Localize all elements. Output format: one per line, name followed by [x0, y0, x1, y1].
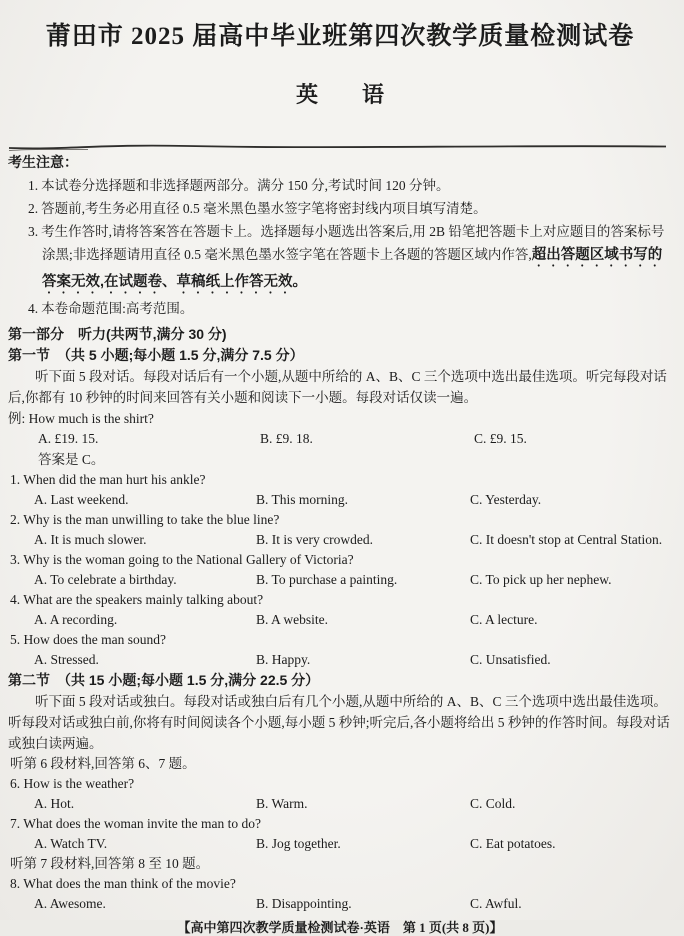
material-7-line: 听第 7 段材料,回答第 8 至 10 题。 [10, 856, 210, 871]
question-3 [8, 550, 672, 590]
option-c: C. Unsatisfied. [470, 652, 551, 667]
option-b: B. This morning. [256, 492, 349, 507]
option-c: C. It doesn't stop at Central Station. [470, 532, 663, 547]
item-text: 本试卷分选择题和非选择题两部分。满分 150 分,考试时间 120 分钟。 [41, 178, 450, 193]
example-options [8, 429, 672, 449]
notice-item-4 [8, 297, 672, 320]
question-2 [8, 510, 672, 550]
example-option-a: A. £19. 15. [38, 431, 99, 446]
question-text: 2. Why is the man unwilling to take the blue line? [10, 512, 280, 527]
section2-heading: 第二节 （共 15 小题;每小题 1.5 分,满分 22.5 分） [8, 672, 320, 688]
option-c: C. Eat potatoes. [470, 836, 556, 851]
option-c: C. To pick up her nephew. [470, 572, 612, 587]
option-a: A. Stressed. [34, 652, 99, 667]
question-options [8, 834, 672, 854]
listening-section-2 [8, 670, 672, 914]
page-footer: 【高中第四次教学质量检测试卷·英语 第 1 页(共 8 页)】 [177, 920, 503, 935]
question-options [8, 894, 672, 914]
question-text: 8. What does the man think of the movie? [10, 876, 236, 891]
notice-heading: 考生注意： [8, 154, 78, 170]
candidate-notice [8, 151, 672, 320]
question-text: 6. How is the weather? [10, 776, 135, 791]
part1-heading: 第一部分 听力(共两节,满分 30 分) [8, 326, 227, 342]
item-text: 本卷命题范围:高考范围。 [41, 301, 194, 316]
question-text: 4. What are the speakers mainly talking about? [10, 592, 264, 607]
question-options [8, 490, 672, 510]
option-b: B. A website. [256, 612, 329, 627]
item-number: 2. [28, 201, 39, 216]
listening-section-1 [8, 345, 672, 670]
example-answer: 答案是 C。 [38, 452, 105, 467]
question-6 [8, 774, 672, 814]
option-a: A. It is much slower. [34, 532, 147, 547]
notice-item-2 [8, 197, 672, 220]
subject-title: 英 语 [295, 82, 384, 107]
item-text: 考生作答时,请将答案答在答题卡上。选择题每小题选出答案后,用 2B 铅笔把答题卡上对应题目的答案标号涂黑;非选择题请用直径 0.5 毫米黑色墨水签字笔在答题卡上各题的答题区域内作答, [41, 224, 665, 262]
option-b: B. Warm. [256, 796, 308, 811]
option-b: B. Jog together. [256, 836, 341, 851]
example-prompt: 例: How much is the shirt? [8, 411, 154, 426]
section1-instructions: 听下面 5 段对话。每段对话后有一个小题,从题中所给的 A、B、C 三个选项中选出最佳选项。听完每段对话后,你都有 10 秒钟的时间来回答有关小题和阅读下一小题。每段对话仅读一遍。 [8, 369, 667, 405]
item-number: 3. [28, 224, 39, 239]
question-options [8, 530, 672, 550]
question-text: 7. What does the woman invite the man to do? [10, 816, 261, 831]
option-a: A. Awesome. [34, 896, 106, 911]
question-5 [8, 630, 672, 670]
notice-item-1 [8, 174, 672, 197]
question-7 [8, 814, 672, 854]
option-b: B. Disappointing. [256, 896, 352, 911]
example-question [8, 408, 672, 470]
option-c: C. Cold. [470, 796, 516, 811]
question-4 [8, 590, 672, 630]
question-options [8, 610, 672, 630]
example-option-b: B. £9. 18. [260, 431, 313, 446]
question-text: 5. How does the man sound? [10, 632, 166, 647]
option-c: C. Yesterday. [470, 492, 542, 507]
option-c: C. Awful. [470, 896, 522, 911]
question-8 [8, 874, 672, 914]
option-b: B. It is very crowded. [256, 532, 373, 547]
emphasized-warning-text: 超出答题区域书写的答案无效,在试题卷、草稿纸上作答无效。 [42, 247, 663, 290]
page-title: 莆田市 2025 届高中毕业班第四次教学质量检测试卷 [45, 23, 635, 50]
section2-instructions: 听下面 5 段对话或独白。每段对话或独白后有几个小题,从题中所给的 A、B、C 三个选项中选出最佳选项。听每段对话或独白前,你将有时间阅读各个小题,每小题 5 秒钟;听完后,各小题将给出 5 秒钟的作答时间。每段对话或独白读两遍。 [8, 694, 670, 751]
item-text: 答题前,考生务必用直径 0.5 毫米黑色墨水签字笔将密封线内项目填写清楚。 [41, 201, 487, 216]
option-b: B. Happy. [256, 652, 311, 667]
item-number: 4. [28, 301, 39, 316]
option-a: A. Hot. [34, 796, 75, 811]
option-a: A. Watch TV. [34, 836, 108, 851]
option-a: A. A recording. [34, 612, 118, 627]
question-text: 1. When did the man hurt his ankle? [10, 472, 206, 487]
horizontal-rule [8, 139, 672, 147]
question-text: 3. Why is the woman going to the National Gallery of Victoria? [10, 552, 354, 567]
material-6-line: 听第 6 段材料,回答第 6、7 题。 [10, 756, 196, 771]
example-option-c: C. £9. 15. [474, 431, 527, 446]
section1-heading: 第一节 （共 5 小题;每小题 1.5 分,满分 7.5 分） [8, 347, 304, 363]
question-options [8, 650, 672, 670]
option-a: A. To celebrate a birthday. [34, 572, 177, 587]
option-a: A. Last weekend. [34, 492, 129, 507]
question-options [8, 794, 672, 814]
option-c: C. A lecture. [470, 612, 538, 627]
notice-item-3 [8, 220, 672, 297]
question-options [8, 570, 672, 590]
option-b: B. To purchase a painting. [256, 572, 398, 587]
question-1 [8, 470, 672, 510]
item-number: 1. [28, 178, 39, 193]
